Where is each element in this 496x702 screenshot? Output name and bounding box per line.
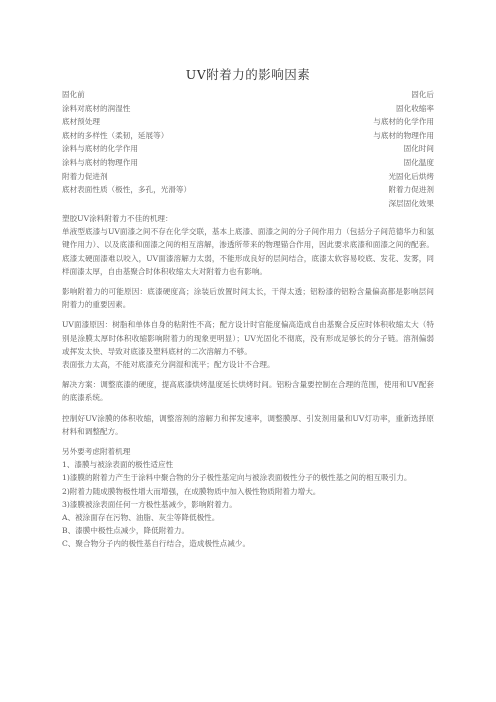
factor-row: [62, 102, 434, 116]
list-item: 3)漆膜被涂表面任何一方极性基减少，影响附着力。: [62, 499, 237, 509]
list-item: B、漆膜中极性点减少，降低附着力。: [62, 526, 190, 536]
list-item: 1)漆膜的附着力产生于涂料中聚合物的分子极性基定向与被涂表面极性分子的极性基之间的相互吸引力。: [62, 473, 412, 483]
factor-left: 涂料与底材的物理作用: [62, 157, 138, 167]
paragraph-control: 控制好UV涂膜的体积收缩，调整溶剂的溶解力和挥发速率，调整膜厚、引发剂用量和UV灯功率，重新选择原材料和调整配方。: [62, 413, 434, 436]
paragraph-uv-topcoat: UV面漆原因：树脂和单体自身的粘附性不高；配方设计时官能度偏高造成自由基聚合反应时体积收缩太大（特别是涂膜太厚时体积收缩影响附着力的现象更明显）；UV光固化不彻底，没有形成足够长的分子链。溶剂偏弱或挥发太快、导致对底漆及塑料底材的二次溶解力不够。: [62, 320, 434, 356]
factor-row: [62, 88, 434, 102]
factor-left: 固化前: [62, 90, 85, 99]
factor-left: 附着力促进剂: [62, 171, 108, 181]
list-item: C、聚合物分子内的极性基自行结合，造成极性点减少。: [62, 539, 251, 549]
paragraph-surface-tension: 表面张力太高，不能对底漆充分润湿和流平；配方设计不合理。: [62, 360, 275, 370]
factor-row: [62, 170, 434, 184]
factor-right: 固化时间: [403, 144, 434, 154]
list-item: 1、漆膜与被涂表面的极性适应性: [62, 460, 174, 470]
factor-left: 涂料对底材的润湿性: [62, 103, 131, 113]
paragraph-causes: 影响附着力的可能原因：底漆硬度高；涂装后放置时间太长，干得太透；铝粉漆的铝粉含量偏高都是影响层间附着力的重要因素。: [62, 287, 434, 310]
factor-left: 底材的多样性（柔韧，延展等）: [62, 130, 169, 140]
factor-row: [62, 156, 434, 170]
document-title: UV附着力的影响因素: [185, 67, 311, 82]
paragraph-solution: 解决方案：调整底漆的硬度，提高底漆烘烤温度延长烘烤时间。铝粉含量要控制在合理的范围，使用和UV配套的底漆系统。: [62, 380, 434, 403]
list-item: A、被涂面存在污物、油脂、灰尘等降低极性。: [62, 513, 220, 523]
factor-right: 附着力促进剂: [388, 185, 434, 195]
factor-row: [62, 142, 434, 156]
document-body: [62, 212, 434, 551]
factor-right: 固化后: [411, 90, 434, 99]
factor-row: [62, 129, 434, 143]
factor-right: 固化温度: [403, 157, 434, 167]
list-item: 2)附着力随成膜物极性增大而增强，在成膜物质中加入极性物质附着力增大。: [62, 486, 321, 496]
factor-row: [62, 183, 434, 197]
factor-list: [62, 88, 434, 210]
factor-right: 光固化后烘烤: [388, 171, 434, 181]
section-heading-adhesion: 另外要考虑附着机理: [62, 447, 131, 457]
factor-right: 与底材的化学作用: [373, 117, 434, 127]
factor-right: 固化收缩率: [396, 103, 434, 113]
factor-left: 底材预处理: [62, 117, 100, 127]
paragraph-mechanism: 单液型底漆与UV面漆之间不存在化学交联，基本上底漆、面漆之间的分子间作用力（包括分子间范德华力和氢键作用力）、以及底漆和面漆之间的相互溶解，渗透所带来的物理锚合作用，因此要求底漆和面漆之间的配套。底漆太硬面漆难以咬入，UV面漆溶解力太弱，不能形成良好的层间结合，底漆太软容易咬底、发花、发雾，同样面漆太厚，自由基聚合时体积收缩太大对附着力也有影响。: [62, 227, 434, 276]
factor-right: 与底材的物理作用: [373, 130, 434, 140]
factor-right: 深层固化效果: [388, 198, 434, 208]
section-heading-mechanism: 塑胶UV涂料附着力不佳的机理：: [62, 214, 173, 223]
factor-left: 底材表面性质（极性，多孔，光滑等）: [62, 185, 192, 195]
factor-row-last: [62, 197, 434, 211]
factor-left: 涂料与底材的化学作用: [62, 144, 138, 154]
factor-row: [62, 115, 434, 129]
